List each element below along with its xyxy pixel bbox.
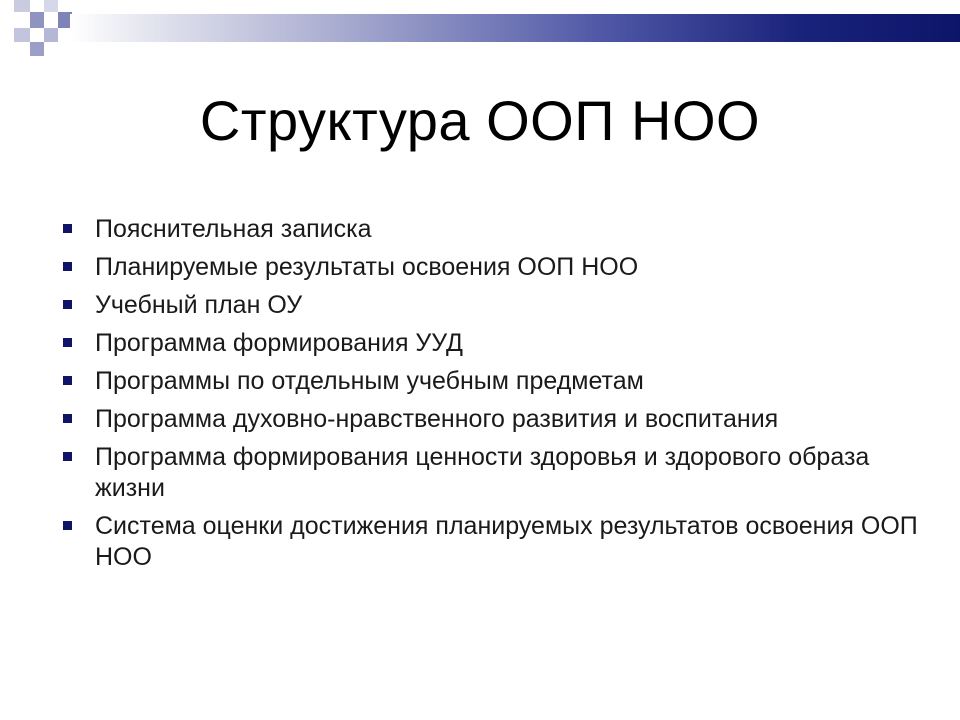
decorative-square bbox=[44, 28, 58, 42]
list-item bbox=[58, 290, 918, 321]
list-item-text: Пояснительная записка bbox=[95, 215, 372, 243]
list-item-text: Программа формирования ценности здоровья и здорового образа жизни bbox=[95, 443, 870, 502]
list-item-text: Система оценки достижения планируемых результатов освоения ООП НОО bbox=[95, 512, 918, 571]
list-item-text: Программа духовно-нравственного развития и воспитания bbox=[95, 405, 779, 433]
list-item bbox=[58, 442, 918, 504]
decorative-square bbox=[14, 0, 30, 12]
list-item bbox=[58, 214, 918, 245]
square-bullet-icon bbox=[63, 414, 72, 423]
list-item-text: Планируемые результаты освоения ООП НОО bbox=[95, 253, 639, 281]
square-bullet-icon bbox=[63, 300, 72, 309]
slide-title: Структура ООП НОО bbox=[199, 89, 761, 152]
list-item-text: Программа формирования УУД bbox=[95, 329, 463, 357]
list-item bbox=[58, 511, 918, 573]
square-bullet-icon bbox=[63, 376, 72, 385]
square-bullet-icon bbox=[63, 224, 72, 233]
list-item bbox=[58, 366, 918, 397]
decorative-square bbox=[30, 12, 44, 28]
list-item-text: Программы по отдельным учебным предметам bbox=[95, 367, 644, 395]
list-item-text: Учебный план ОУ bbox=[95, 291, 303, 319]
square-bullet-icon bbox=[63, 338, 72, 347]
bullet-list bbox=[58, 214, 918, 580]
decorative-square bbox=[44, 0, 58, 12]
square-bullet-icon bbox=[63, 521, 72, 530]
list-item bbox=[58, 328, 918, 359]
decorative-square bbox=[30, 42, 44, 56]
list-item bbox=[58, 404, 918, 435]
decorative-square bbox=[14, 28, 30, 42]
list-item bbox=[58, 252, 918, 283]
square-bullet-icon bbox=[63, 452, 72, 461]
header-gradient-bar bbox=[70, 14, 960, 42]
square-bullet-icon bbox=[63, 262, 72, 271]
